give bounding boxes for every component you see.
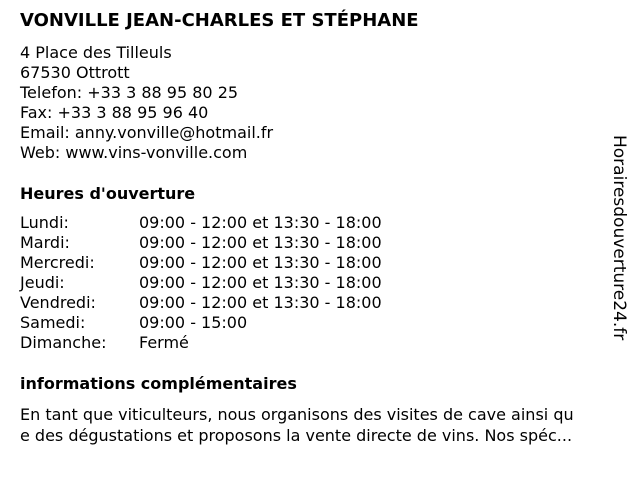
time-value: 09:00 - 12:00 et 13:30 - 18:00 [139,213,382,232]
web-row [20,143,273,163]
time-value: 09:00 - 12:00 et 13:30 - 18:00 [139,293,382,312]
info-description [20,404,620,446]
time-value: 09:00 - 12:00 et 13:30 - 18:00 [139,253,382,272]
day-label: Lundi: [20,213,69,232]
watermark-text: Horairesdouverture24.fr [609,135,629,341]
fax-row [20,103,273,123]
contact-block [20,43,273,163]
time-value: Fermé [139,333,189,352]
email-link[interactable]: anny.vonville@hotmail.fr [74,123,274,142]
web-label: Web: [20,143,61,162]
fax-label: Fax: [20,103,53,122]
email-row [20,123,273,143]
info-heading: informations complémentaires [20,374,297,393]
day-label: Mercredi: [20,253,95,272]
hours-heading: Heures d'ouverture [20,184,196,203]
day-label: Samedi: [20,313,86,332]
address-line-street: 4 Place des Tilleuls [20,43,172,62]
day-label: Vendredi: [20,293,96,312]
phone-number[interactable]: +33 3 88 95 80 25 [87,83,239,102]
fax-number: +33 3 88 95 96 40 [57,103,209,122]
email-label: Email: [20,123,70,142]
day-label: Jeudi: [20,273,65,292]
description-line: e des dégustations et proposons la vente directe de vins. Nos spéc... [20,426,573,445]
day-label: Dimanche: [20,333,107,352]
business-name: VONVILLE JEAN-CHARLES ET STÉPHANE [20,10,419,31]
day-label: Mardi: [20,233,70,252]
phone-label: Telefon: [20,83,83,102]
web-link[interactable]: www.vins-vonville.com [65,143,248,162]
time-value: 09:00 - 12:00 et 13:30 - 18:00 [139,233,382,252]
address-line-city: 67530 Ottrott [20,63,130,82]
time-value: 09:00 - 12:00 et 13:30 - 18:00 [139,273,382,292]
description-line: En tant que viticulteurs, nous organisons des visites de cave ainsi qu [20,405,574,424]
phone-row [20,83,273,103]
time-value: 09:00 - 15:00 [139,313,248,332]
